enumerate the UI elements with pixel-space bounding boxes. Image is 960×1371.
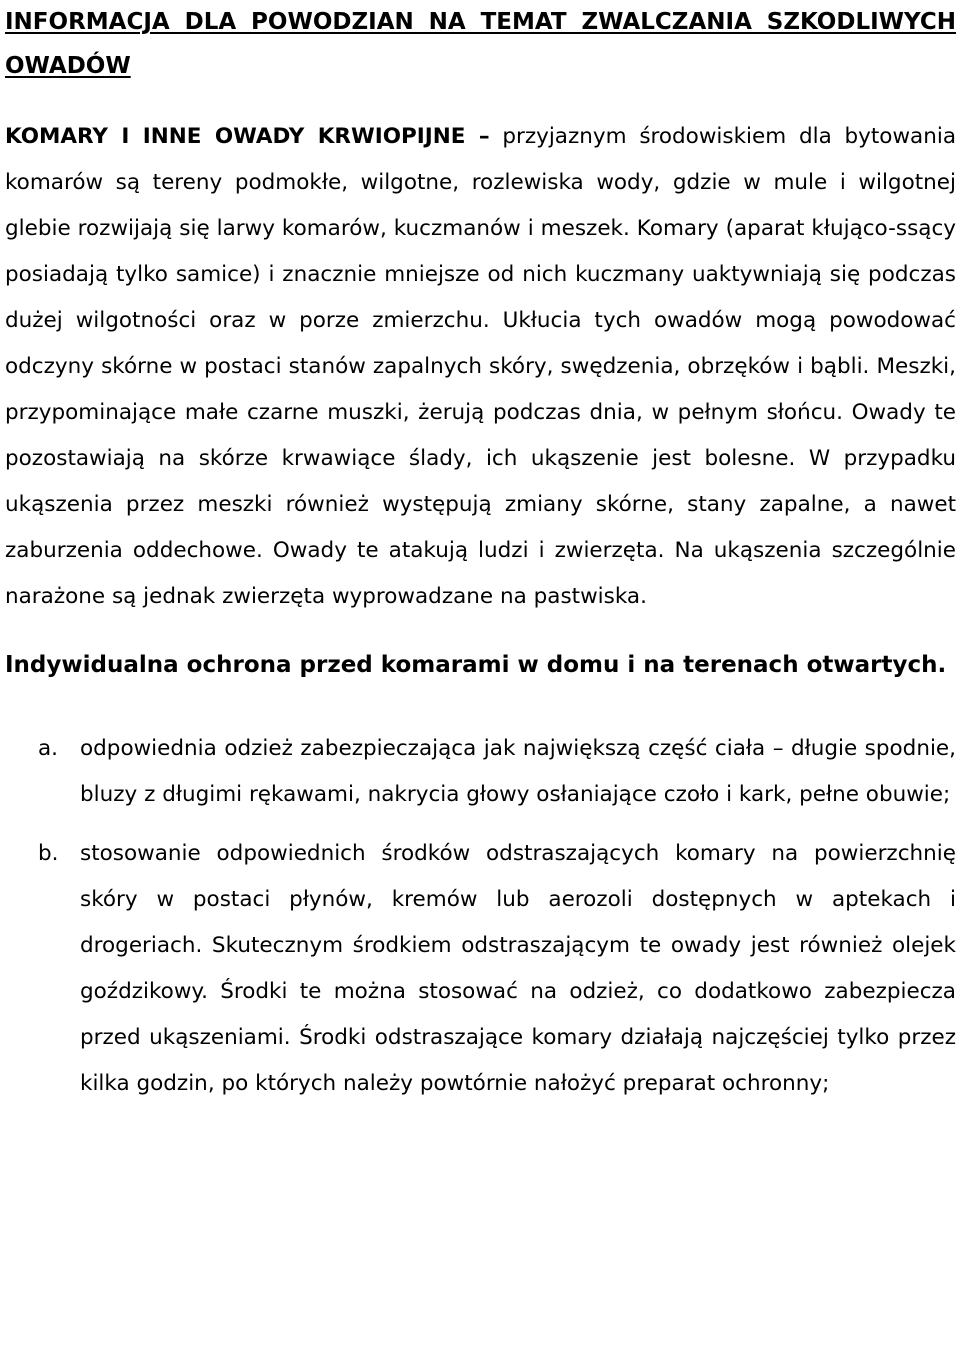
list-item-text: stosowanie odpowiednich środków odstraszających komary na powierzchnię skóry w postaci płynów, kremów lub aerozoli dostępnych w aptekach i drogeriach. Skutecznym środkiem odstraszającym te owady jest również olejek goździkowy. Środki te można stosować na odzież, co dodatkowo zabezpiecza przed ukąszeniami. Środki odstraszające komary działają najczęściej tylko przez kilka godzin, po których należy powtórnie nałożyć preparat ochronny; (80, 841, 956, 1096)
protection-list (5, 726, 956, 1107)
list-item-a (5, 726, 956, 818)
list-marker: b. (38, 841, 59, 866)
document-page (5, 0, 956, 1107)
list-item-text: odpowiednia odzież zabezpieczająca jak największą część ciała – długie spodnie, bluzy z długimi rękawami, nakrycia głowy osłaniające czoło i kark, pełne obuwie; (80, 736, 956, 807)
section-body: przyjaznym środowiskiem dla bytowania komarów są tereny podmokłe, wilgotne, rozlewiska wody, gdzie w mule i wilgotnej glebie rozwijają się larwy komarów, kuczmanów i meszek. Komary (aparat kłująco-ssący posiadają tylko samice) i znacznie mniejsze od nich kuczmany uaktywniają się podczas dużej wilgotności oraz w porze zmierzchu. Ukłucia tych owadów mogą powodować odczyny skórne w postaci stanów zapalnych skóry, swędzenia, obrzęków i bąbli. Meszki, przypominające małe czarne muszki, żerują podczas dnia, w pełnym słońcu. Owady te pozostawiają na skórze krwawiące ślady, ich ukąszenie jest bolesne. W przypadku ukąszenia przez meszki również występują zmiany skórne, stany zapalne, a nawet zaburzenia oddechowe. Owady te atakują ludzi i zwierzęta. Na ukąszenia szczególnie narażone są jednak zwierzęta wyprowadzane na pastwiska. (5, 124, 956, 609)
document-title: INFORMACJA DLA POWODZIAN NA TEMAT ZWALCZANIA SZKODLIWYCH OWADÓW (5, 9, 956, 79)
list-item-b (5, 831, 956, 1107)
insects-paragraph (5, 114, 956, 620)
section-lead: KOMARY I INNE OWADY KRWIOPIJNE – (5, 124, 490, 149)
protection-subheading: Indywidualna ochrona przed komarami w domu i na terenach otwartych. (5, 652, 947, 678)
list-marker: a. (38, 736, 59, 761)
